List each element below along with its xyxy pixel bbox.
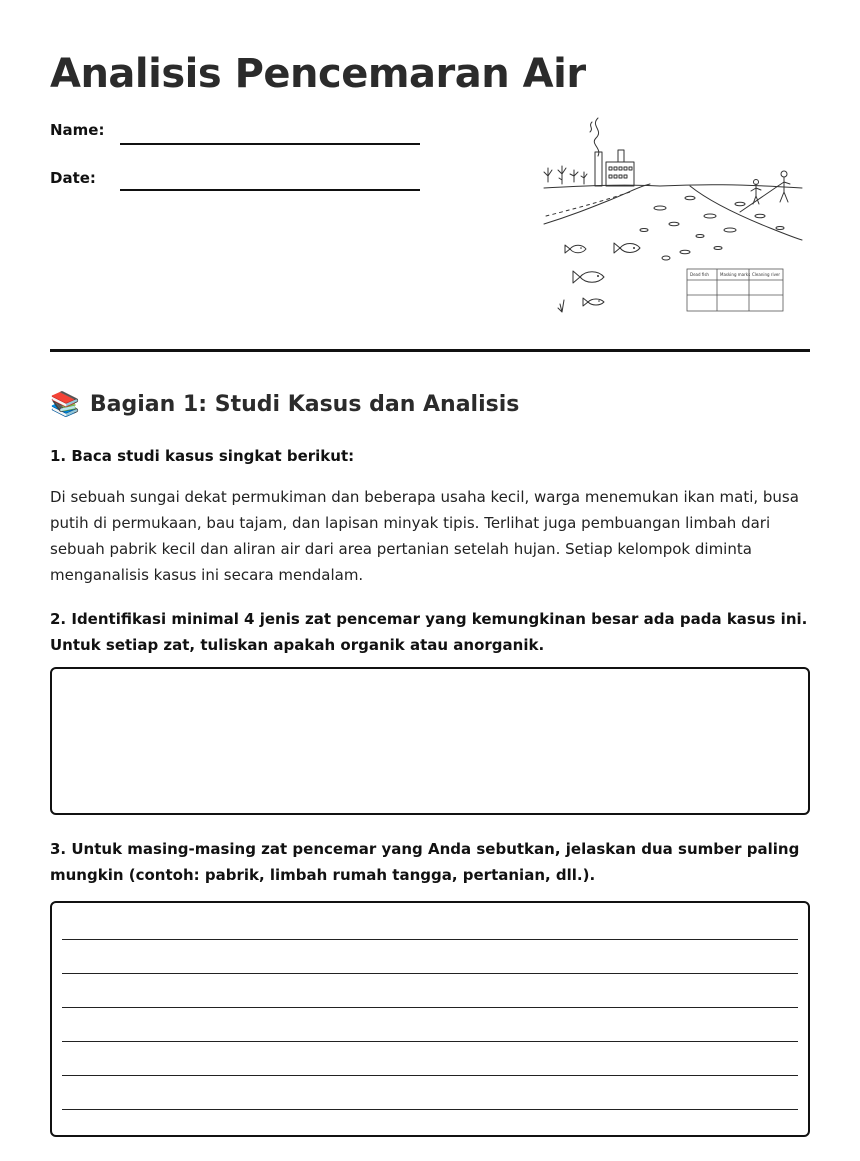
section-1-header: [50, 386, 519, 422]
name-label: Name:: [50, 121, 105, 139]
answer-line[interactable]: [62, 1109, 798, 1110]
header-divider: [50, 349, 810, 352]
question-3: 3. Untuk masing-masing zat pencemar yang Anda sebutkan, jelaskan dua sumber paling mungkin (contoh: pabrik, limbah rumah tangga, pertanian, dll.).: [50, 840, 800, 884]
section-1-title: Bagian 1: Studi Kasus dan Analisis: [89, 391, 520, 417]
illus-table-header-2: Masking marks: [720, 272, 751, 277]
answer-box-question-3[interactable]: [50, 901, 810, 1137]
name-field-line[interactable]: [120, 143, 420, 145]
answer-line[interactable]: [62, 1007, 798, 1008]
illus-table-header-3: Cleaning river: [752, 272, 781, 277]
question-1: 1. Baca studi kasus singkat berikut:: [50, 447, 355, 465]
date-label: Date:: [50, 169, 96, 187]
answer-line[interactable]: [62, 1041, 798, 1042]
answer-line[interactable]: [62, 1075, 798, 1076]
answer-line[interactable]: [62, 939, 798, 940]
illus-table-header-1: Dead fish: [690, 272, 709, 277]
case-study-text: Di sebuah sungai dekat permukiman dan beberapa usaha kecil, warga menemukan ikan mati, busa putih di permukaan, bau tajam, dan lapisan minyak tipis. Terlihat juga pembuangan limbah dari sebuah pabrik kecil dan aliran air dari area pertanian setelah hujan. Setiap kelompok diminta menganalisis kasus ini secara mendalam.: [50, 488, 799, 584]
river-pollution-illustration: [540, 112, 810, 322]
question-2: 2. Identifikasi minimal 4 jenis zat pencemar yang kemungkinan besar ada pada kasus ini. Untuk setiap zat, tuliskan apakah organik atau anorganik.: [50, 610, 808, 654]
answer-box-question-2[interactable]: [50, 667, 810, 815]
date-field-line[interactable]: [120, 189, 420, 191]
answer-line[interactable]: [62, 973, 798, 974]
books-icon: 📚: [50, 390, 80, 418]
worksheet-title: Analisis Pencemaran Air: [50, 51, 586, 97]
